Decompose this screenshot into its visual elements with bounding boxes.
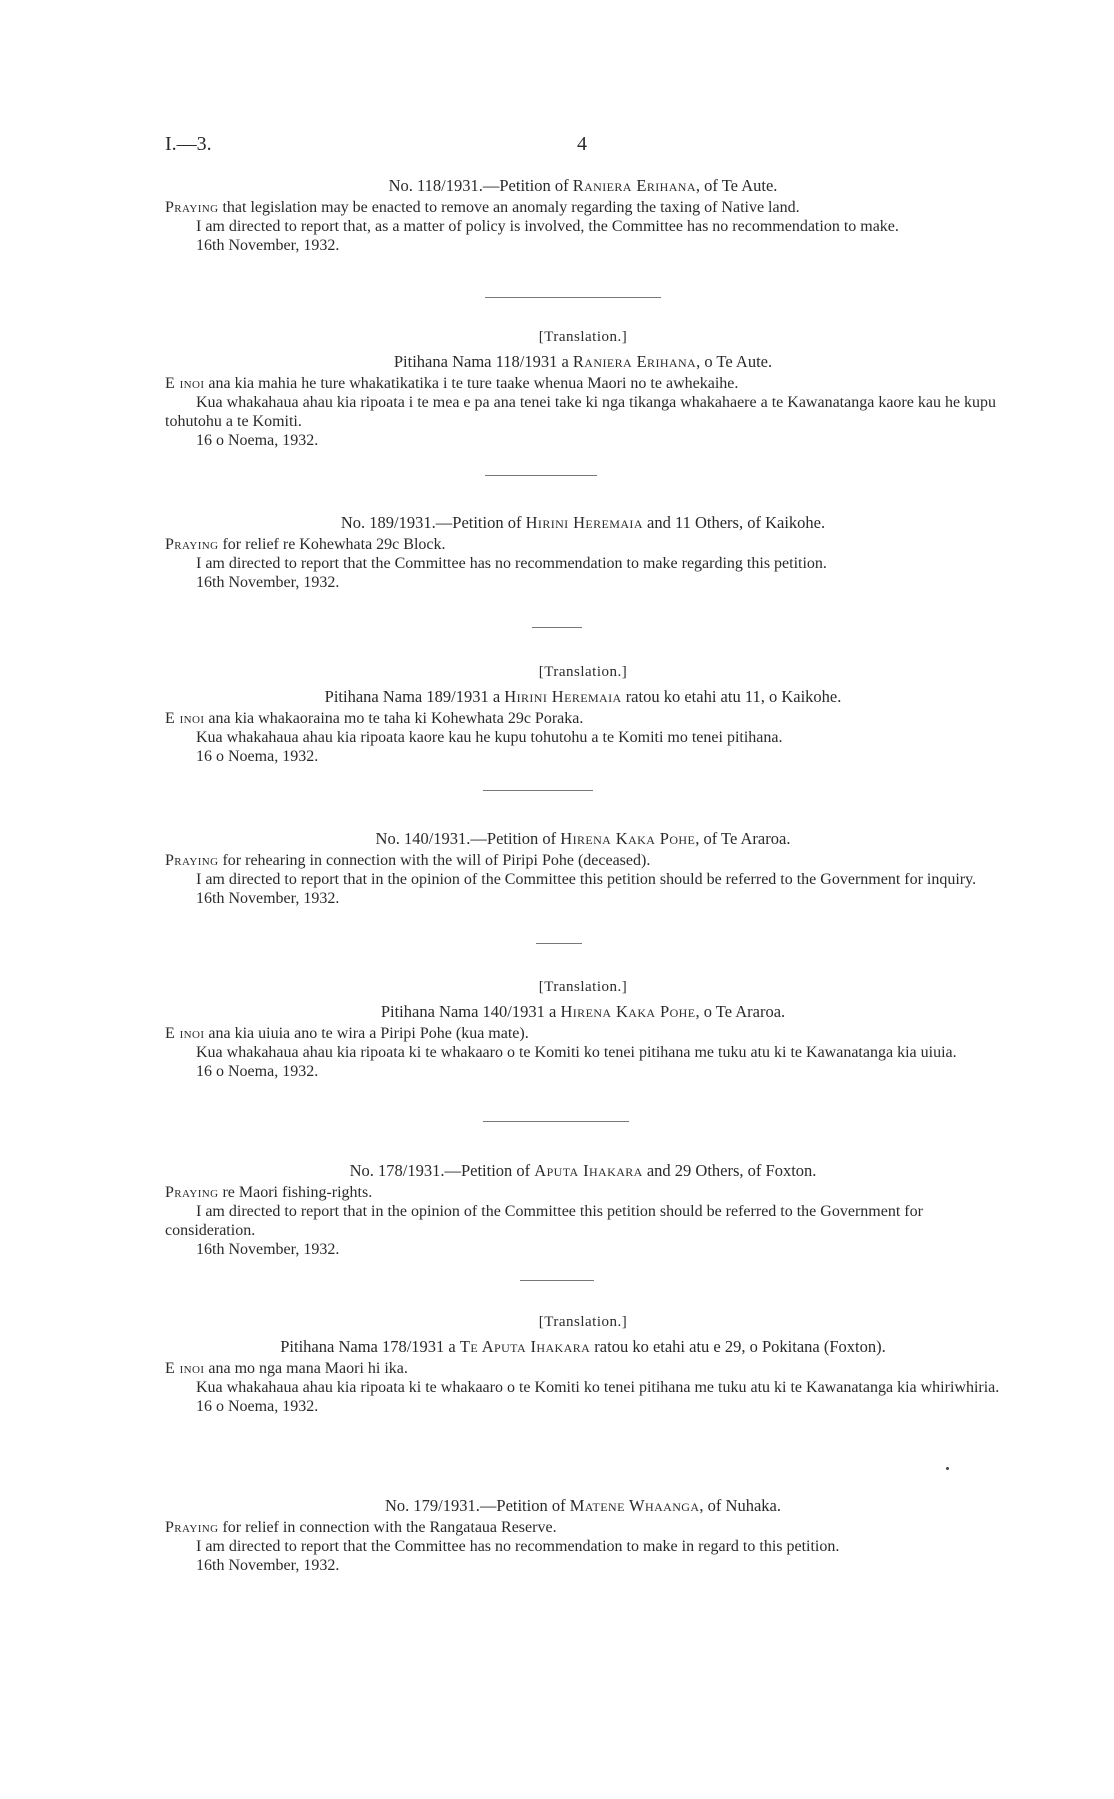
petition-title: No. 118/1931.—Petition of Raniera Erihana, of Te Aute. — [388, 176, 778, 195]
petition-179-english — [165, 1496, 1001, 1575]
petition-prayer: Praying for relief re Kohewhata 29c Block. — [165, 536, 446, 553]
petition-140-english — [165, 829, 1001, 908]
section-divider — [485, 475, 597, 476]
committee-report: I am directed to report that in the opinion of the Committee this petition should be referred to the Government for consideration. — [165, 1203, 923, 1239]
report-date: 16th November, 1932. — [196, 1241, 340, 1258]
committee-report: I am directed to report that, as a matter of policy is involved, the Committee has no recommendation to make. — [196, 218, 899, 235]
petition-189-english — [165, 513, 1001, 592]
report-date: 16th November, 1932. — [196, 1557, 340, 1574]
committee-report: Kua whakahaua ahau kia ripoata ki te whakaaro o te Komiti ko tenei pitihana me tuku atu ki te Kawanatanga kia whiriwhiria. — [196, 1379, 1000, 1396]
translation-label: [Translation.] — [538, 664, 628, 680]
print-speck — [946, 1467, 949, 1470]
section-divider — [483, 1121, 629, 1122]
section-divider — [520, 1280, 594, 1281]
petition-prayer: Praying for relief in connection with the Rangataua Reserve. — [165, 1519, 557, 1536]
petition-prayer: E inoi ana kia mahia he ture whakatikatika i te ture taake whenua Maori no te awhekaihe. — [165, 375, 739, 392]
report-date: 16th November, 1932. — [196, 890, 340, 907]
petition-prayer: Praying re Maori fishing-rights. — [165, 1184, 373, 1201]
parliamentary-paper-reference: I.—3. — [165, 133, 212, 155]
petition-prayer: E inoi ana kia uiuia ano te wira a Piripi Pohe (kua mate). — [165, 1025, 529, 1042]
report-date: 16 o Noema, 1932. — [196, 748, 319, 765]
petition-title: Pitihana Nama 140/1931 a Hirena Kaka Pohe, o Te Araroa. — [380, 1002, 786, 1021]
petition-title: Pitihana Nama 118/1931 a Raniera Erihana, o Te Aute. — [393, 352, 773, 371]
section-divider — [483, 790, 593, 791]
petition-title: No. 179/1931.—Petition of Matene Whaanga, of Nuhaka. — [385, 1496, 781, 1515]
report-date: 16th November, 1932. — [196, 237, 340, 254]
petition-140-translation — [165, 978, 1001, 1081]
committee-report: I am directed to report that the Committee has no recommendation to make in regard to this petition. — [196, 1538, 840, 1555]
petition-178-translation — [165, 1313, 1001, 1416]
committee-report: Kua whakahaua ahau kia ripoata ki te whakaaro o te Komiti ko tenei pitihana me tuku atu ki te Kawanatanga kia uiuia. — [196, 1044, 957, 1061]
committee-report: I am directed to report that the Committee has no recommendation to make regarding this petition. — [196, 555, 827, 572]
report-date: 16 o Noema, 1932. — [196, 1063, 319, 1080]
section-divider — [536, 943, 582, 944]
report-date: 16th November, 1932. — [196, 574, 340, 591]
report-date: 16 o Noema, 1932. — [196, 432, 319, 449]
petition-title: No. 189/1931.—Petition of Hirini Heremaia and 11 Others, of Kaikohe. — [340, 513, 826, 532]
petition-title: No. 178/1931.—Petition of Aputa Ihakara and 29 Others, of Foxton. — [349, 1161, 817, 1180]
translation-label: [Translation.] — [538, 1314, 628, 1330]
petition-189-translation — [165, 663, 1001, 766]
committee-report: Kua whakahaua ahau kia ripoata kaore kau he kupu tohutohu a te Komiti mo tenei pitihana. — [196, 729, 783, 746]
petition-178-english — [165, 1161, 1001, 1259]
committee-report: I am directed to report that in the opinion of the Committee this petition should be referred to the Government for inquiry. — [196, 871, 977, 888]
petition-prayer: E inoi ana mo nga mana Maori hi ika. — [165, 1360, 408, 1377]
petition-title: Pitihana Nama 178/1931 a Te Aputa Ihakara ratou ko etahi atu e 29, o Pokitana (Foxton). — [280, 1337, 886, 1356]
section-divider — [532, 627, 582, 628]
section-divider — [485, 297, 661, 298]
committee-report: Kua whakahaua ahau kia ripoata i te mea e pa ana tenei take ki nga tikanga whakahaere a te Kawanatanga kaore kau he kupu tohutohu a te Komiti. — [165, 394, 997, 430]
petition-118-translation — [165, 328, 1001, 450]
page-number: 4 — [577, 133, 587, 155]
petition-prayer: E inoi ana kia whakaoraina mo te taha ki Kohewhata 29c Poraka. — [165, 710, 584, 727]
petition-118-english — [165, 176, 1001, 255]
petition-prayer: Praying that legislation may be enacted to remove an anomaly regarding the taxing of Native land. — [165, 199, 800, 216]
report-date: 16 o Noema, 1932. — [196, 1398, 319, 1415]
petition-title: Pitihana Nama 189/1931 a Hirini Heremaia ratou ko etahi atu 11, o Kaikohe. — [324, 687, 842, 706]
petition-prayer: Praying for rehearing in connection with the will of Piripi Pohe (deceased). — [165, 852, 651, 869]
translation-label: [Translation.] — [538, 979, 628, 995]
translation-label: [Translation.] — [538, 329, 628, 345]
petition-title: No. 140/1931.—Petition of Hirena Kaka Pohe, of Te Araroa. — [375, 829, 791, 848]
